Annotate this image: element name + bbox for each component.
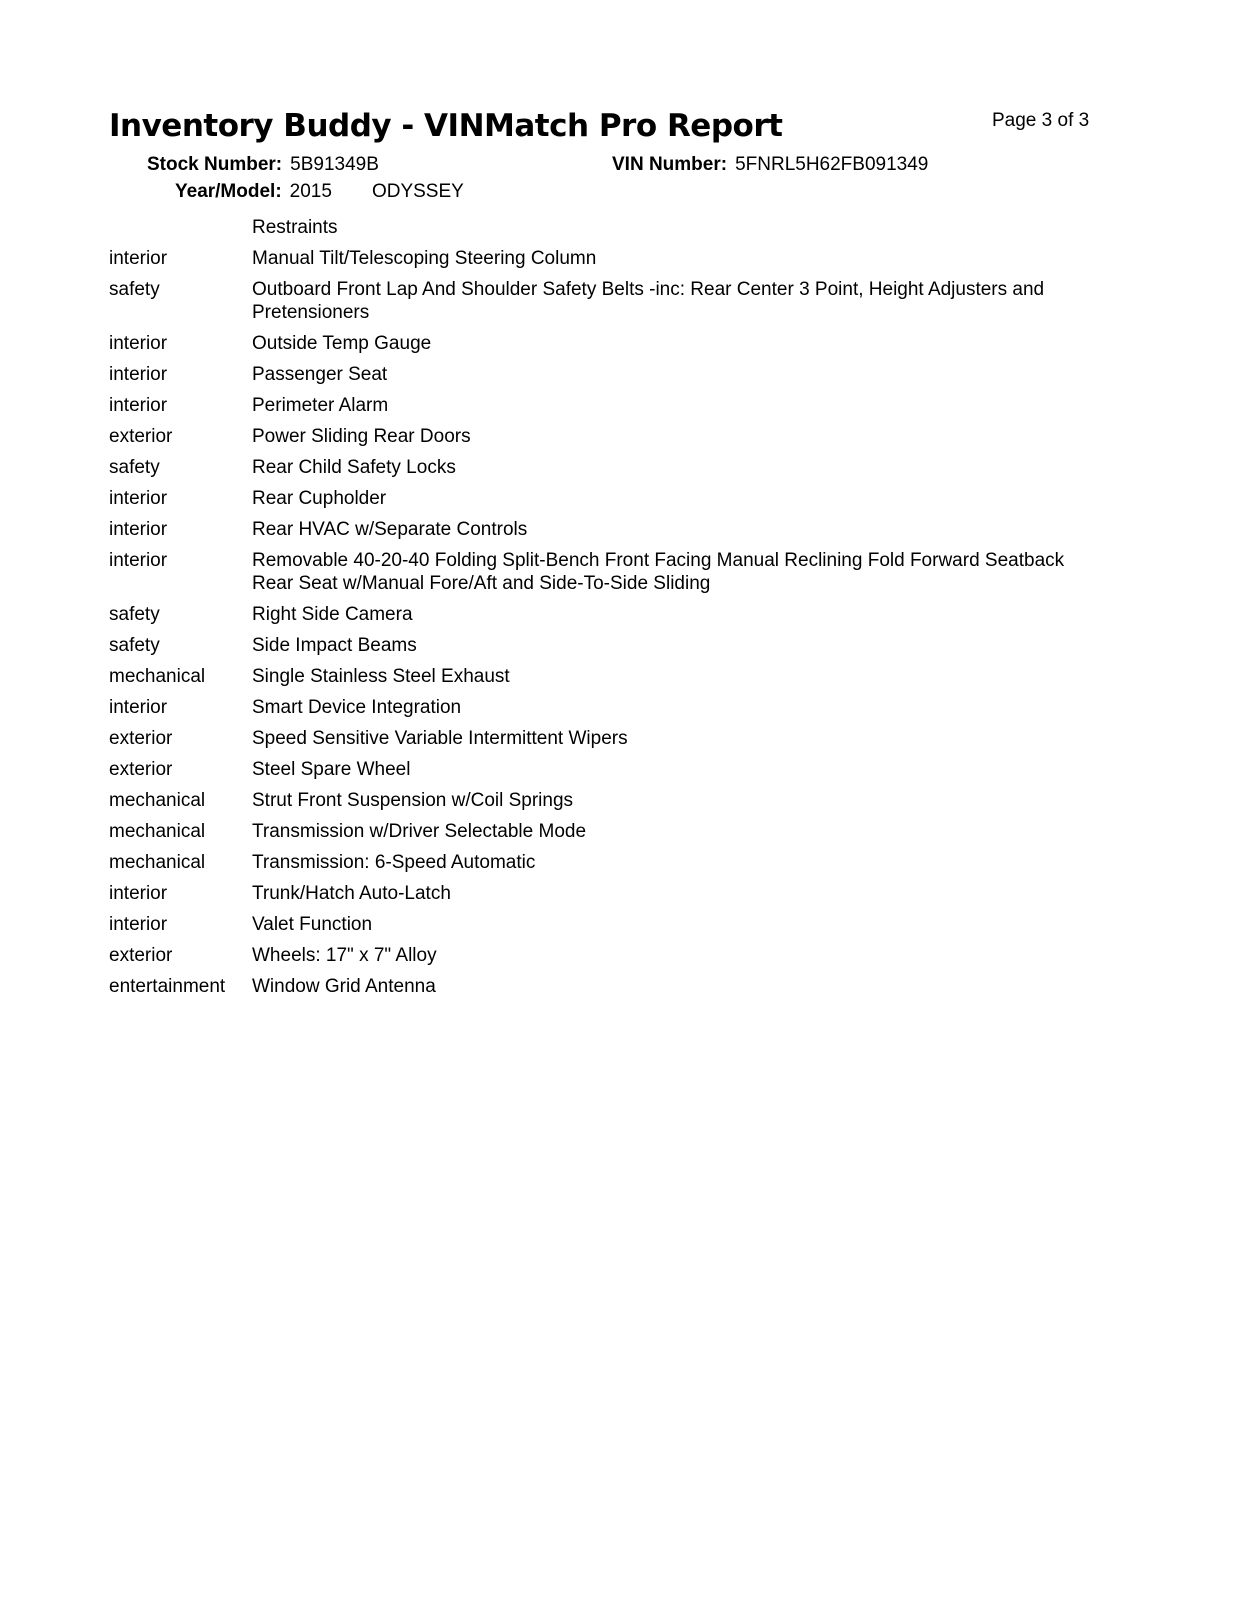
feature-row xyxy=(109,727,1109,758)
feature-row xyxy=(109,665,1109,696)
feature-category: mechanical xyxy=(109,821,206,842)
feature-category: interior xyxy=(109,364,168,385)
feature-category: interior xyxy=(109,395,168,416)
vin-number-label: VIN Number: xyxy=(612,154,728,175)
feature-category: interior xyxy=(109,488,168,509)
feature-row xyxy=(109,216,1109,247)
feature-description: Smart Device Integration xyxy=(252,697,462,718)
feature-category: safety xyxy=(109,604,160,625)
feature-description: Transmission: 6-Speed Automatic xyxy=(252,852,536,873)
year-model xyxy=(175,181,464,203)
feature-category: mechanical xyxy=(109,666,206,687)
feature-row xyxy=(109,758,1109,789)
feature-description: Strut Front Suspension w/Coil Springs xyxy=(252,790,574,811)
feature-category: interior xyxy=(109,697,168,718)
feature-row xyxy=(109,518,1109,549)
feature-description: Window Grid Antenna xyxy=(252,976,436,997)
feature-row xyxy=(109,394,1109,425)
feature-row xyxy=(109,944,1109,975)
stock-number-value: 5B91349B xyxy=(290,154,379,175)
feature-row xyxy=(109,634,1109,665)
feature-description: Rear Child Safety Locks xyxy=(252,457,456,478)
feature-description: Power Sliding Rear Doors xyxy=(252,426,471,447)
feature-description: Wheels: 17" x 7" Alloy xyxy=(252,945,437,966)
feature-row xyxy=(109,882,1109,913)
feature-category: exterior xyxy=(109,945,173,966)
stock-number xyxy=(147,154,379,176)
feature-description: Outboard Front Lap And Shoulder Safety Belts -inc: Rear Center 3 Point, Height Adjusters and Pretensioners xyxy=(252,279,1045,323)
feature-category: entertainment xyxy=(109,976,226,997)
feature-category: interior xyxy=(109,333,168,354)
feature-description: Manual Tilt/Telescoping Steering Column xyxy=(252,248,597,269)
feature-description: Removable 40-20-40 Folding Split-Bench Front Facing Manual Reclining Fold Forward Seatback Rear Seat w/Manual Fore/Aft and Side-To-Side Sliding xyxy=(252,550,1065,594)
feature-description: Perimeter Alarm xyxy=(252,395,389,416)
feature-row xyxy=(109,696,1109,727)
feature-description: Right Side Camera xyxy=(252,604,413,625)
feature-description: Steel Spare Wheel xyxy=(252,759,411,780)
feature-category xyxy=(109,216,252,239)
feature-description: Passenger Seat xyxy=(252,364,388,385)
feature-category: exterior xyxy=(109,728,173,749)
feature-row xyxy=(109,851,1109,882)
feature-row xyxy=(109,549,1109,603)
feature-row xyxy=(109,487,1109,518)
model-value: ODYSSEY xyxy=(371,181,464,202)
feature-description: Speed Sensitive Variable Intermittent Wipers xyxy=(252,728,628,749)
feature-category: exterior xyxy=(109,759,173,780)
feature-category: interior xyxy=(109,519,168,540)
feature-description: Rear HVAC w/Separate Controls xyxy=(252,519,528,540)
feature-category: safety xyxy=(109,457,160,478)
feature-category: interior xyxy=(109,248,168,269)
vin-number-value: 5FNRL5H62FB091349 xyxy=(735,154,929,175)
vin-number xyxy=(612,154,928,176)
feature-row xyxy=(109,425,1109,456)
feature-row xyxy=(109,603,1109,634)
feature-description: Outside Temp Gauge xyxy=(252,333,432,354)
feature-row xyxy=(109,820,1109,851)
feature-category: safety xyxy=(109,635,160,656)
feature-row xyxy=(109,456,1109,487)
feature-category: safety xyxy=(109,279,160,300)
feature-row xyxy=(109,913,1109,944)
feature-description: Valet Function xyxy=(252,914,373,935)
feature-category: interior xyxy=(109,883,168,904)
feature-category: mechanical xyxy=(109,790,206,811)
feature-description: Trunk/Hatch Auto-Latch xyxy=(252,883,451,904)
year-value: 2015 xyxy=(289,181,332,202)
feature-list xyxy=(109,216,1109,1006)
feature-description: Transmission w/Driver Selectable Mode xyxy=(252,821,587,842)
feature-description: Rear Cupholder xyxy=(252,488,387,509)
year-model-label: Year/Model: xyxy=(175,181,282,202)
report-title: Inventory Buddy - VINMatch Pro Report xyxy=(109,108,783,144)
feature-description: Single Stainless Steel Exhaust xyxy=(252,666,510,687)
stock-number-label: Stock Number: xyxy=(147,154,283,175)
feature-category: interior xyxy=(109,550,168,571)
feature-row xyxy=(109,278,1109,332)
feature-row xyxy=(109,789,1109,820)
feature-row xyxy=(109,975,1109,1006)
feature-description: Side Impact Beams xyxy=(252,635,417,656)
feature-category: exterior xyxy=(109,426,173,447)
feature-description: Restraints xyxy=(252,217,338,238)
feature-category: interior xyxy=(109,914,168,935)
feature-category: mechanical xyxy=(109,852,206,873)
feature-row xyxy=(109,363,1109,394)
page-number: Page 3 of 3 xyxy=(992,110,1090,131)
feature-row xyxy=(109,247,1109,278)
feature-row xyxy=(109,332,1109,363)
